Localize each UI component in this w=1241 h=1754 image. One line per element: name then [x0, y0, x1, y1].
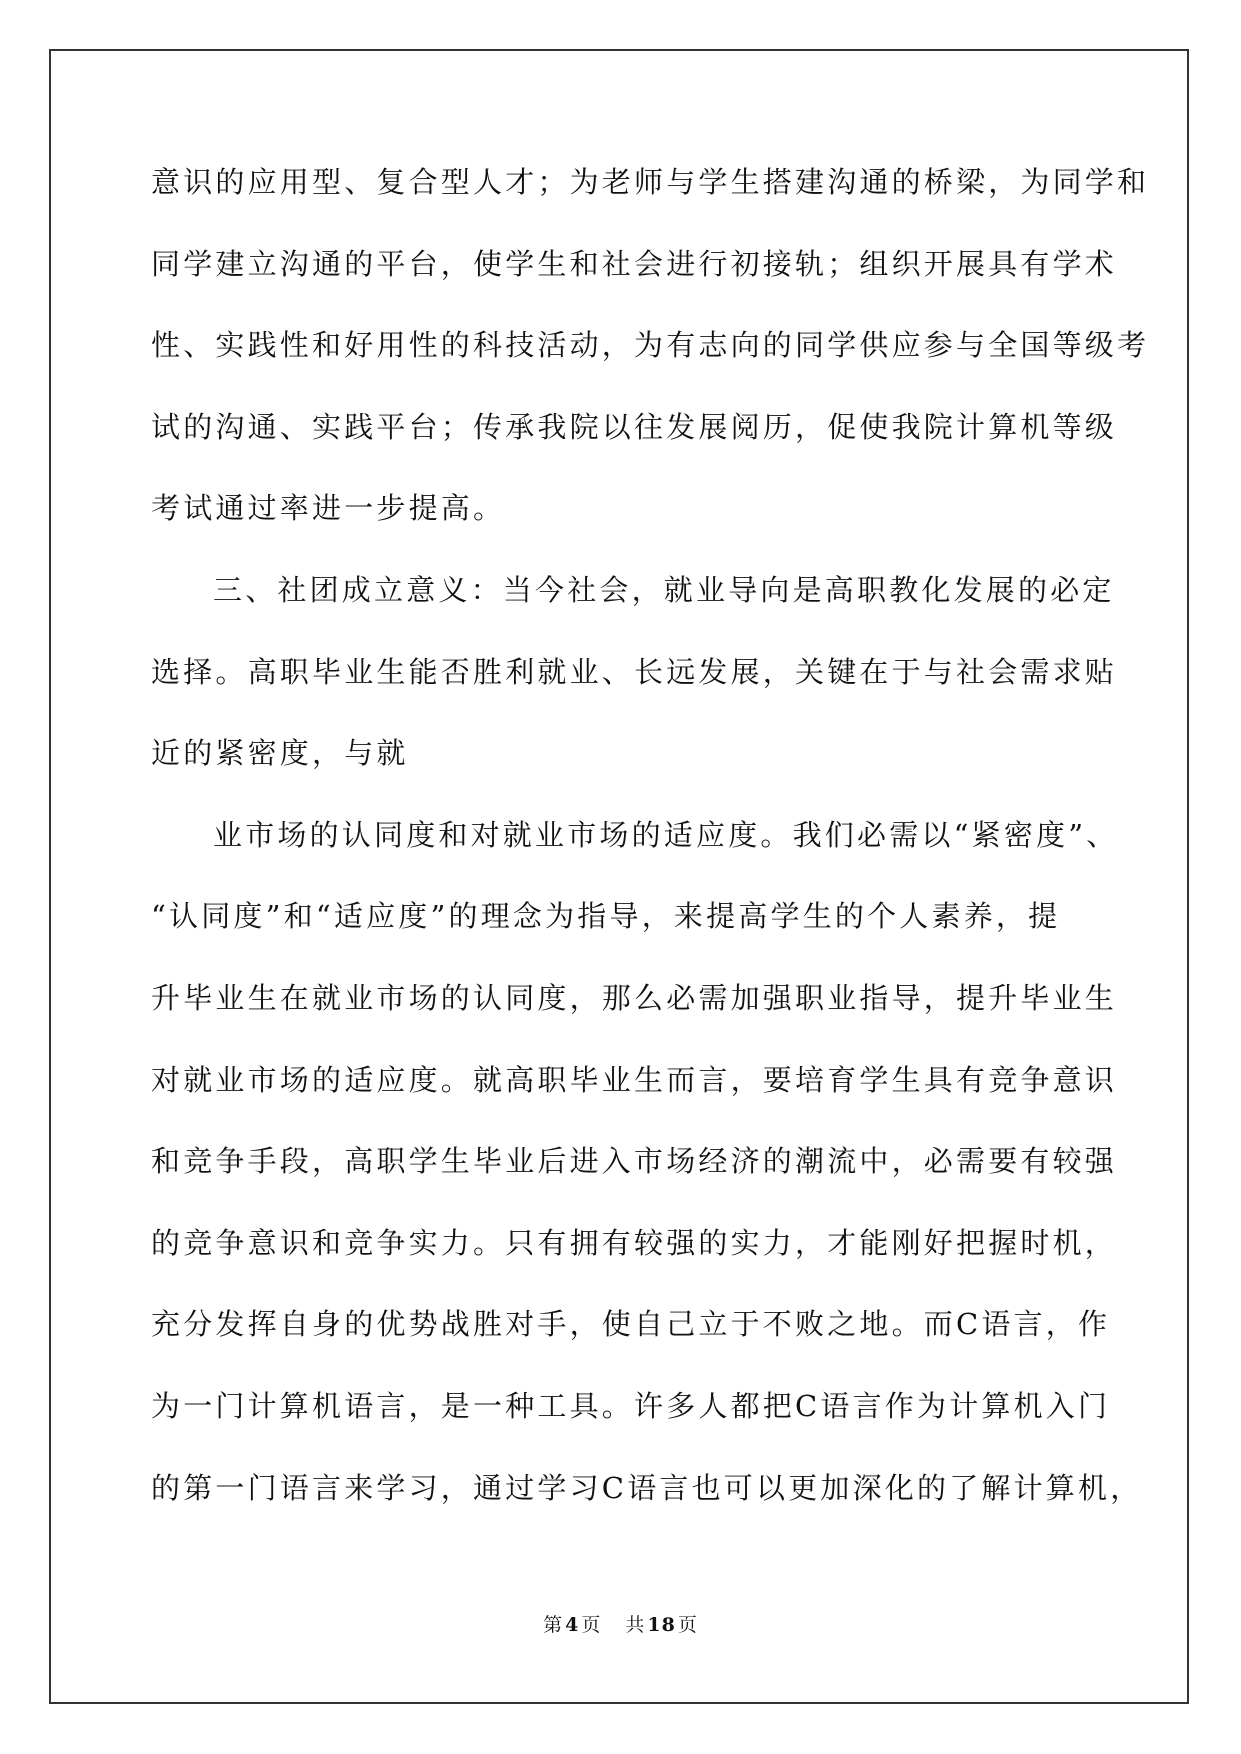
text-line: 同学建立沟通的平台，使学生和社会进行初接轨；组织开展具有学术	[151, 246, 1118, 281]
page-footer	[0, 1610, 1241, 1637]
document-body	[151, 160, 1150, 1547]
total-prefix: 共	[625, 1614, 646, 1636]
text-line: 对就业市场的适应度。就高职毕业生而言，要培育学生具有竞争意识	[151, 1062, 1118, 1097]
total-suffix: 页	[677, 1614, 698, 1636]
text-line: 的第一门语言来学习，通过学习C语言也可以更加深化的了解计算机，	[151, 1470, 1143, 1505]
text-line: 意识的应用型、复合型人才；为老师与学生搭建沟通的桥梁，为同学和	[151, 165, 1150, 199]
text-line: 三、社团成立意义：当今社会，就业导向是高职教化发展的必定	[213, 572, 1115, 607]
text-line: 考试通过率进一步提高。	[151, 491, 506, 526]
text-line: 为一门计算机语言，是一种工具。许多人都把C语言作为计算机入门	[151, 1388, 1111, 1423]
text-line: 升毕业生在就业市场的认同度，那么必需加强职业指导，提升毕业生	[151, 980, 1118, 1015]
text-line: 性、实践性和好用性的科技活动，为有志向的同学供应参与全国等级考	[151, 328, 1150, 363]
page-suffix: 页	[581, 1614, 602, 1636]
total-pages: 18	[647, 1614, 676, 1636]
text-line: 的竞争意识和竞争实力。只有拥有较强的实力，才能刚好把握时机，	[151, 1225, 1118, 1260]
text-line: 选择。高职毕业生能否胜利就业、长远发展，关键在于与社会需求贴	[151, 654, 1118, 689]
text-line: 试的沟通、实践平台；传承我院以往发展阅历，促使我院计算机等级	[151, 409, 1118, 444]
text-line: 充分发挥自身的优势战胜对手，使自己立于不败之地。而C语言，作	[151, 1307, 1111, 1342]
text-line: 和竞争手段，高职学生毕业后进入市场经济的潮流中，必需要有较强	[151, 1144, 1118, 1179]
text-line: 业市场的认同度和对就业市场的适应度。我们必需以“紧密度”、	[213, 817, 1119, 852]
page-prefix: 第	[543, 1614, 564, 1636]
text-line: “认同度”和“适应度”的理念为指导，来提高学生的个人素养，提	[151, 899, 1061, 934]
text-line: 近的紧密度，与就	[151, 736, 409, 771]
page-number: 4	[565, 1614, 580, 1636]
